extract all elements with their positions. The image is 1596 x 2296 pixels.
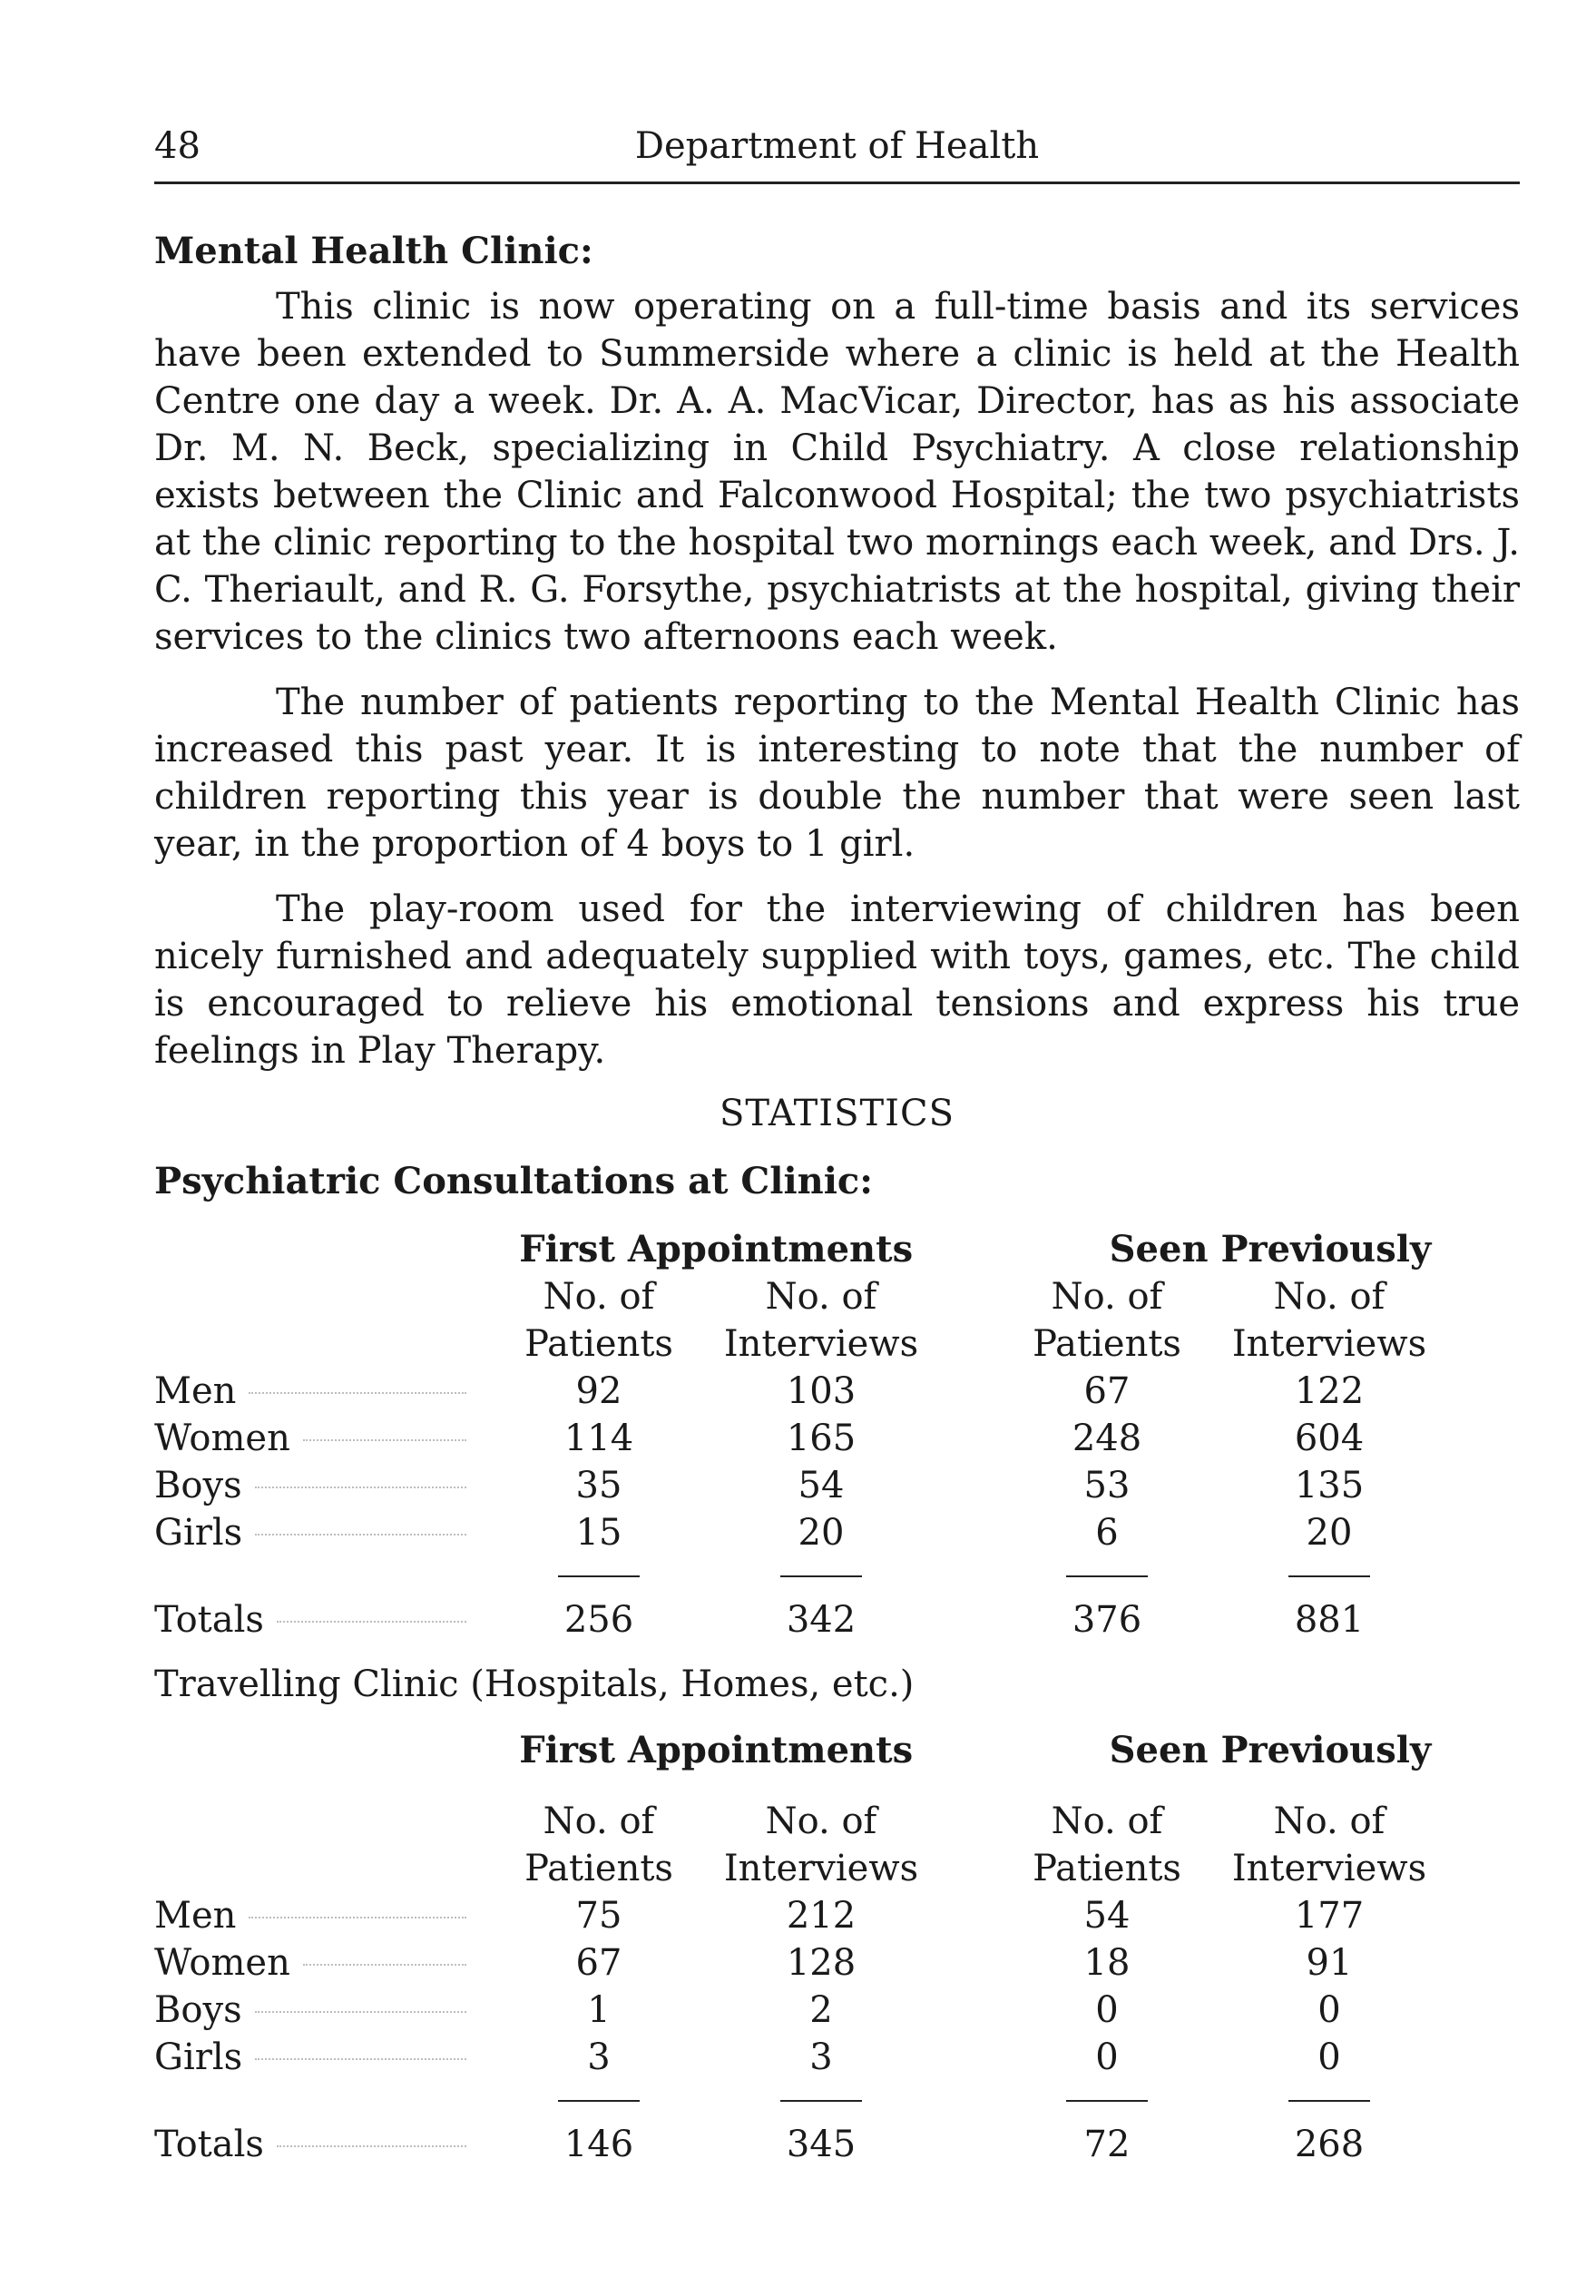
totals-label: Totals <box>154 1599 264 1641</box>
column-header: No. of <box>1051 1276 1163 1318</box>
column-header: No. of <box>543 1276 655 1318</box>
travelling-group-header <box>154 1727 1520 1774</box>
column-header: No. of <box>765 1276 877 1318</box>
table-row <box>154 2034 1520 2081</box>
table-cell: 103 <box>786 1370 857 1412</box>
table-row <box>154 1892 1520 1939</box>
table-cell: 15 <box>575 1512 622 1554</box>
table-cell: 53 <box>1083 1465 1131 1506</box>
total-cell: 146 <box>563 2124 634 2165</box>
table-row <box>154 1509 1520 1556</box>
table-cell: 135 <box>1294 1465 1365 1506</box>
totals-row <box>154 2121 1520 2168</box>
clinic-table-heading: Psychiatric Consultations at Clinic: <box>154 1160 874 1202</box>
page-header <box>154 118 1520 174</box>
table-row <box>154 1368 1520 1415</box>
table-cell: 67 <box>1083 1370 1131 1412</box>
table-row <box>154 1462 1520 1509</box>
column-header: Interviews <box>1231 1323 1427 1365</box>
table-cell: 6 <box>1095 1512 1119 1554</box>
statistics-title: STATISTICS <box>720 1093 955 1134</box>
table-cell: 67 <box>575 1942 622 1984</box>
row-label: Girls <box>154 1512 243 1554</box>
table-cell: 128 <box>786 1942 857 1984</box>
travelling-group-first: First Appointments <box>519 1729 914 1771</box>
total-cell: 342 <box>786 1599 857 1641</box>
section-heading: Mental Health Clinic: <box>154 230 593 272</box>
table-cell: 122 <box>1294 1370 1365 1412</box>
column-header: No. of <box>1273 1276 1385 1318</box>
table-cell: 604 <box>1294 1418 1365 1459</box>
document-page <box>154 118 1520 2168</box>
totals-row <box>154 1596 1520 1644</box>
table-cell: 54 <box>1083 1895 1131 1937</box>
table-cell: 3 <box>809 2036 833 2078</box>
clinic-group-first: First Appointments <box>519 1228 914 1271</box>
row-label: Women <box>154 1418 290 1459</box>
total-cell: 256 <box>563 1599 634 1641</box>
clinic-group-seen: Seen Previously <box>1109 1228 1432 1271</box>
paragraph-1: This clinic is now operating on a full-time basis and its services have been extended to Summerside where a clinic is held at the Health Centre one day a week. Dr. A. A. MacVicar, Director, has as his associate Dr. M. N. Beck, specializing in Child Psychiatry. A close relationship exists between the Clinic and Falconwood Hospital; the two psychiatrists at the clinic reporting to the hospital two mornings each week, and Drs. J. C. Theriault, and R. G. Forsythe, psychiatrists at the hospital, giving their services to the clinics two afternoons each week. <box>154 286 1520 658</box>
table-cell: 92 <box>575 1370 622 1412</box>
table-cell: 0 <box>1317 2036 1341 2078</box>
row-label: Boys <box>154 1989 242 2031</box>
total-cell: 345 <box>786 2124 857 2165</box>
table-cell: 18 <box>1083 1942 1131 1984</box>
header-rule <box>154 182 1520 184</box>
paragraph-2: The number of patients reporting to the Mental Health Clinic has increased this past year. It is interesting to note that the number of children reporting this year is double the number that were seen last year, in the proportion of 4 boys to 1 girl. <box>154 682 1520 865</box>
row-label: Men <box>154 1895 237 1937</box>
column-header: No. of <box>1273 1800 1385 1842</box>
total-cell: 268 <box>1294 2124 1365 2165</box>
column-header: Patients <box>524 1848 673 1889</box>
column-header: Interviews <box>723 1323 919 1365</box>
travelling-column-header-line2 <box>154 1845 1520 1892</box>
column-header: Interviews <box>1231 1848 1427 1889</box>
travelling-table <box>154 1727 1520 2168</box>
travelling-column-header-line1 <box>154 1798 1520 1845</box>
table-cell: 248 <box>1072 1418 1142 1459</box>
travelling-group-seen: Seen Previously <box>1109 1729 1432 1771</box>
total-cell: 376 <box>1072 1599 1142 1641</box>
table-cell: 0 <box>1095 2036 1119 2078</box>
table-cell: 165 <box>786 1418 857 1459</box>
travelling-clinic-caption: Travelling Clinic (Hospitals, Homes, etc.) <box>154 1663 915 1705</box>
column-header: Interviews <box>723 1848 919 1889</box>
totals-label: Totals <box>154 2124 264 2165</box>
row-label: Girls <box>154 2036 243 2078</box>
total-cell: 881 <box>1294 1599 1365 1641</box>
totals-rule <box>154 1556 1520 1596</box>
total-cell: 72 <box>1083 2124 1131 2165</box>
paragraph-3: The play-room used for the interviewing of children has been nicely furnished and adequately supplied with toys, games, etc. The child is encouraged to relieve his emotional tensions and express his true feelings in Play Therapy. <box>154 888 1520 1072</box>
table-row <box>154 1987 1520 2034</box>
table-cell: 114 <box>563 1418 634 1459</box>
clinic-column-header-line1 <box>154 1273 1520 1320</box>
clinic-table <box>154 1226 1520 1644</box>
clinic-group-header <box>154 1226 1520 1273</box>
clinic-column-header-line2 <box>154 1320 1520 1368</box>
column-header: No. of <box>1051 1800 1163 1842</box>
table-row <box>154 1939 1520 1987</box>
column-header: No. of <box>543 1800 655 1842</box>
table-cell: 75 <box>575 1895 622 1937</box>
column-header: No. of <box>765 1800 877 1842</box>
totals-rule <box>154 2081 1520 2121</box>
row-label: Boys <box>154 1465 242 1506</box>
table-cell: 20 <box>1306 1512 1353 1554</box>
table-cell: 177 <box>1294 1895 1365 1937</box>
column-header: Patients <box>1033 1848 1181 1889</box>
table-cell: 1 <box>587 1989 611 2031</box>
page-number: 48 <box>154 125 201 167</box>
table-cell: 54 <box>798 1465 845 1506</box>
table-row <box>154 1415 1520 1462</box>
table-cell: 212 <box>786 1895 857 1937</box>
table-cell: 91 <box>1306 1942 1353 1984</box>
row-label: Men <box>154 1370 237 1412</box>
table-cell: 0 <box>1095 1989 1119 2031</box>
table-cell: 2 <box>809 1989 833 2031</box>
running-title: Department of Health <box>634 125 1040 167</box>
row-label: Women <box>154 1942 290 1984</box>
table-cell: 0 <box>1317 1989 1341 2031</box>
column-header: Patients <box>1033 1323 1181 1365</box>
table-cell: 35 <box>575 1465 622 1506</box>
table-cell: 3 <box>587 2036 611 2078</box>
table-cell: 20 <box>798 1512 845 1554</box>
column-header: Patients <box>524 1323 673 1365</box>
